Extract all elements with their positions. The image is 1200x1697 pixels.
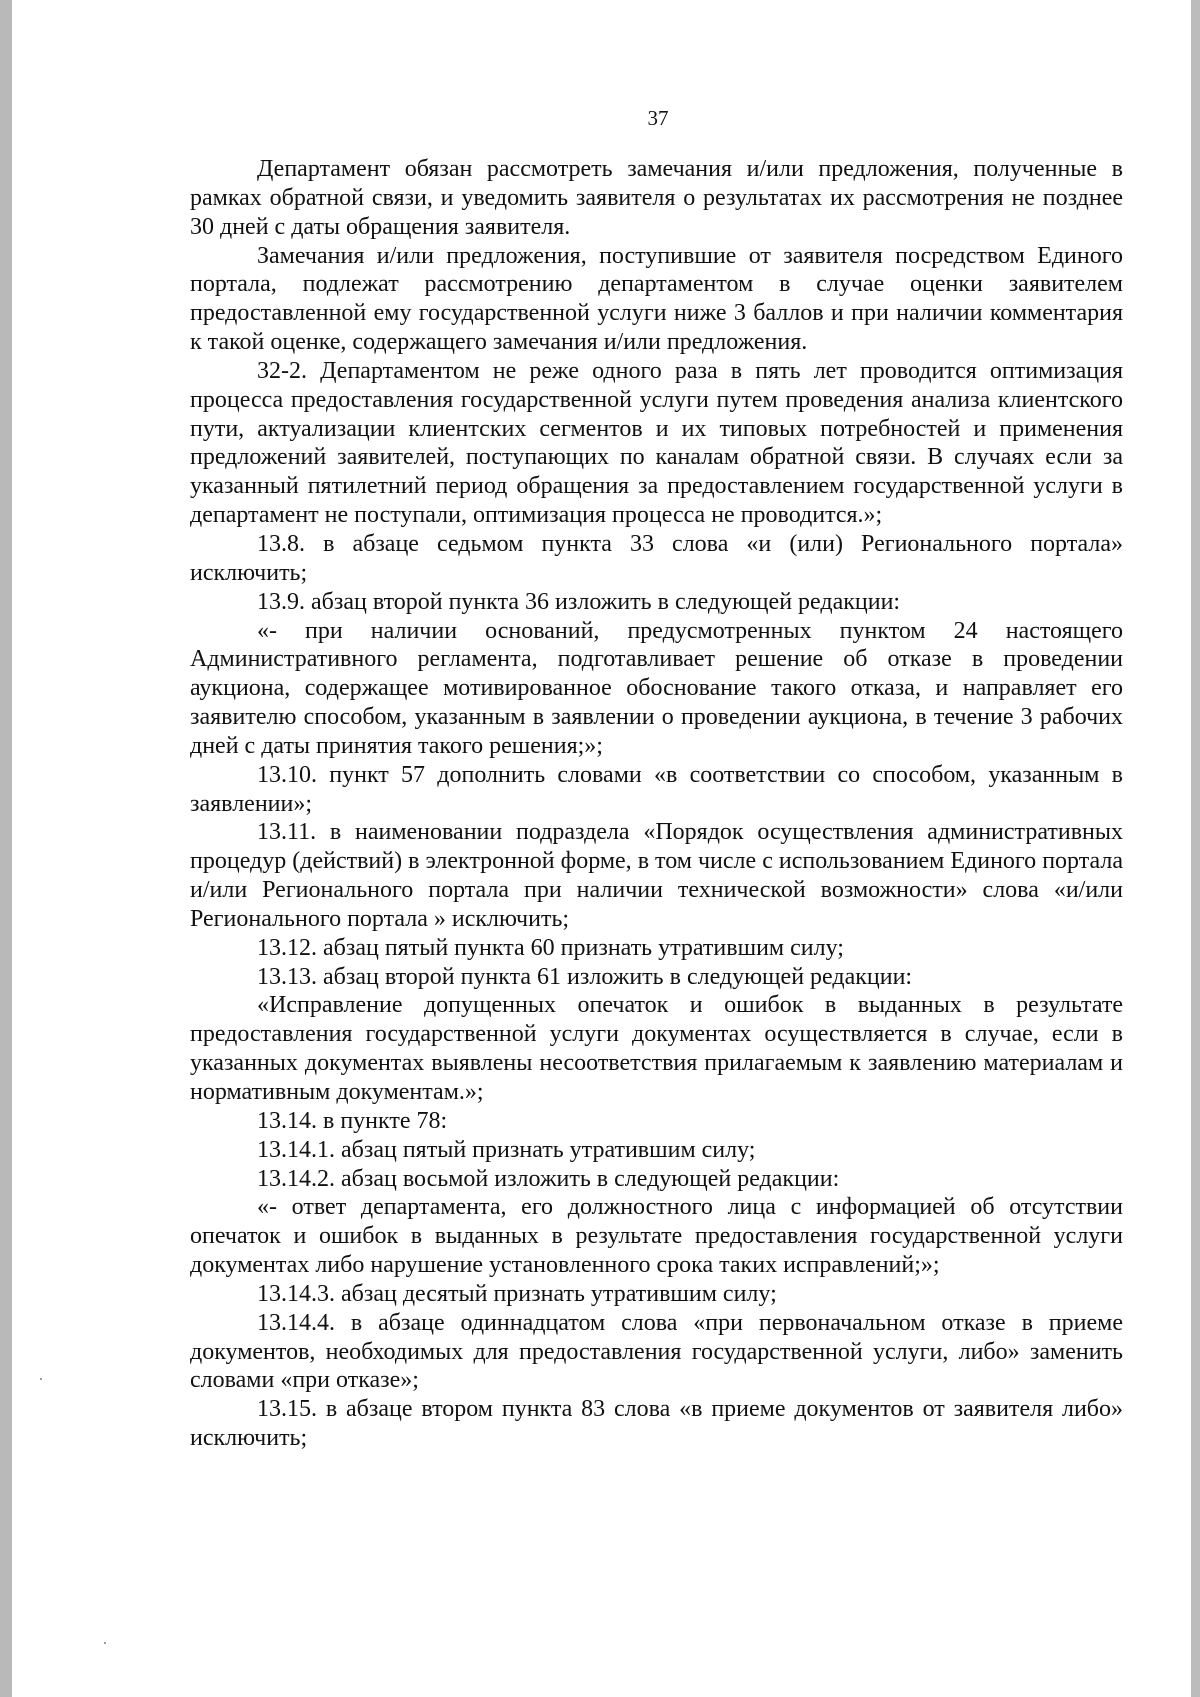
paragraph-13-14-4: 13.14.4. в абзаце одиннадцатом слова «при первоначальном отказе в приеме документов, необходимых для предоставления государственной услуги, либо» заменить словами «при отказе»; — [190, 1309, 1123, 1394]
paragraph-13-10: 13.10. пункт 57 дополнить словами «в соответствии со способом, указанным в заявлении»; — [190, 761, 1123, 817]
page-number: 37 — [647, 106, 669, 130]
paragraph-13-13-quote: «Исправление допущенных опечаток и ошибок в выданных в результате предоставления государственной услуги документах осуществляется в случае, если в указанных документах выявлены несоответствия прилагаемым к заявлению материалам и нормативным документам.»; — [190, 992, 1123, 1105]
paragraph-13-15: 13.15. в абзаце втором пункта 83 слова «в приеме документов от заявителя либо» исключить; — [190, 1396, 1123, 1452]
paragraph-13-14-3: 13.14.3. абзац десятый признать утратившим силу; — [257, 1280, 777, 1307]
paragraph-feedback-obligation: Департамент обязан рассмотреть замечания и/или предложения, полученные в рамках обратной связи, и уведомить заявителя о результатах их рассмотрения не позднее 30 дней с даты обращения заявителя. — [190, 156, 1123, 240]
scan-edge-right — [1191, 0, 1200, 1697]
scan-edge-left — [0, 0, 12, 1697]
paragraph-13-9-quote: «- при наличии оснований, предусмотренных пунктом 24 настоящего Административного регламента, подготавливает решение об отказе в проведении аукциона, содержащее мотивированное обоснование такого отказа, и направляет его заявителю способом, указанным в заявлении о проведении аукциона, в течение 3 рабочих дней с даты принятия такого решения;»; — [190, 617, 1123, 759]
paragraph-13-8: 13.8. в абзаце седьмом пункта 33 слова «и (или) Регионального портала» исключить; — [190, 530, 1123, 586]
scan-speck — [40, 1378, 42, 1380]
paragraph-13-14: 13.14. в пункте 78: — [257, 1107, 448, 1134]
paragraph-13-12: 13.12. абзац пятый пункта 60 признать утратившим силу; — [257, 934, 844, 961]
paragraph-feedback-portal: Замечания и/или предложения, поступившие от заявителя посредством Единого портала, подлежат рассмотрению департаментом в случае оценки заявителем предоставленной ему государственной услуги ниже 3 баллов и при наличии комментария к такой оценке, содержащего замечания и/или предложения. — [190, 242, 1123, 356]
document-body — [190, 155, 1123, 1453]
paragraph-13-14-2: 13.14.2. абзац восьмой изложить в следующей редакции: — [257, 1165, 840, 1192]
paragraph-13-9: 13.9. абзац второй пункта 36 изложить в следующей редакции: — [257, 588, 901, 615]
paragraph-32-2: 32-2. Департаментом не реже одного раза в пять лет проводится оптимизация процесса предоставления государственной услуги путем проведения анализа клиентского пути, актуализации клиентских сегментов и их типовых потребностей и применения предложений заявителей, поступающих по каналам обратной связи. В случаях если за указанный пятилетний период обращения за предоставлением государственной услуги в департамент не поступали, оптимизация процесса не проводится.»; — [190, 357, 1123, 529]
paragraph-13-11: 13.11. в наименовании подраздела «Порядок осуществления административных процедур (действий) в электронной форме, в том числе с использованием Единого портала и/или Регионального портала при наличии технической возможности» слова «и/или Регионального портала » исключить; — [190, 819, 1123, 932]
scan-speck — [104, 1642, 106, 1644]
paragraph-13-13: 13.13. абзац второй пункта 61 изложить в следующей редакции: — [257, 963, 913, 990]
paragraph-13-14-2-quote: «- ответ департамента, его должностного лица с информацией об отсутствии опечаток и ошибок в выданных в результате предоставления государственной услуги документах либо нарушение установленного срока таких исправлений;»; — [190, 1194, 1123, 1279]
paragraph-13-14-1: 13.14.1. абзац пятый признать утратившим силу; — [257, 1136, 756, 1163]
